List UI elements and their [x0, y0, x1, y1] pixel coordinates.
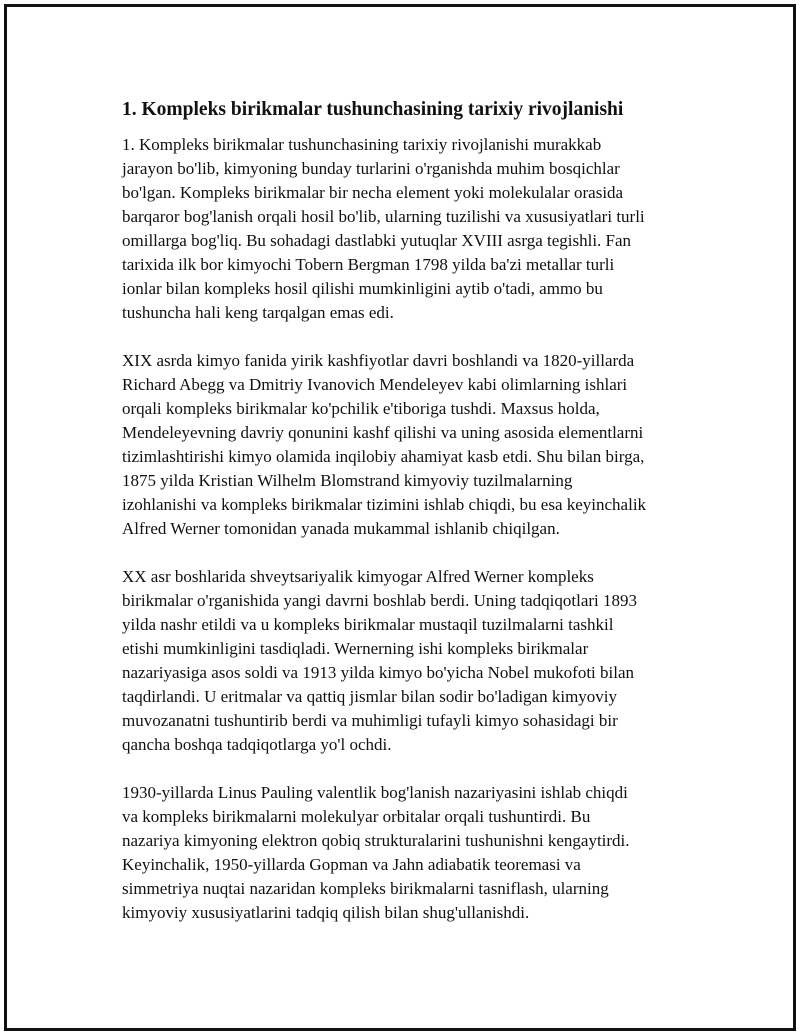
text-line: omillarga bog'liq. Bu sohadagi dastlabki yutuqlar XVIII asrga tegishli. Fan — [122, 231, 632, 250]
text-line: qancha boshqa tadqiqotlarga yo'l ochdi. — [122, 735, 392, 754]
text-line: nazariyasiga asos soldi va 1913 yilda kimyo bo'yicha Nobel mukofoti bilan — [122, 663, 635, 682]
text-line: taqdirlandi. U eritmalar va qattiq jismlar bilan sodir bo'ladigan kimyoviy — [122, 687, 618, 706]
text-line: Keyinchalik, 1950-yillarda Gopman va Jahn adiabatik teoremasi va — [122, 855, 581, 874]
paragraph-2 — [122, 349, 697, 541]
text-line: izohlanishi va kompleks birikmalar tizimini ishlab chiqdi, bu esa keyinchalik — [122, 495, 647, 514]
text-line: va kompleks birikmalarni molekulyar orbitalar orqali tushuntirdi. Bu — [122, 807, 591, 826]
text-line: bo'lgan. Kompleks birikmalar bir necha element yoki molekulalar orasida — [122, 183, 624, 202]
text-line: birikmalar o'rganishida yangi davrni boshlab berdi. Uning tadqiqotlari 1893 — [122, 591, 638, 610]
paragraph-1 — [122, 133, 697, 325]
text-line: muvozanatni tushuntirib berdi va muhimligi tufayli kimyo sohasidagi bir — [122, 711, 618, 730]
text-line: 1930-yillarda Linus Pauling valentlik bog'lanish nazariyasini ishlab chiqdi — [122, 783, 628, 802]
text-line: tizimlashtirishi kimyo olamida inqilobiy ahamiyat kasb etdi. Shu bilan birga, — [122, 447, 645, 466]
text-line: Richard Abegg va Dmitriy Ivanovich Mendeleyev kabi olimlarning ishlari — [122, 375, 628, 394]
paragraphs-container — [122, 133, 697, 925]
section-heading: 1. Kompleks birikmalar tushunchasining tarixiy rivojlanishi — [122, 99, 624, 120]
text-line: nazariya kimyoning elektron qobiq strukturalarini tushunishni kengaytirdi. — [122, 831, 630, 850]
text-line: simmetriya nuqtai nazaridan kompleks birikmalarni tasniflash, ularning — [122, 879, 609, 898]
text-line: tushuncha hali keng tarqalgan emas edi. — [122, 303, 394, 322]
text-line: 1. Kompleks birikmalar tushunchasining tarixiy rivojlanishi murakkab — [122, 135, 602, 154]
text-line: barqaror bog'lanish orqali hosil bo'lib, ularning tuzilishi va xususiyatlari turli — [122, 207, 645, 226]
text-line: Alfred Werner tomonidan yanada mukammal ishlanib chiqilgan. — [122, 519, 560, 538]
text-line: kimyoviy xususiyatlarini tadqiq qilish bilan shug'ullanishdi. — [122, 903, 530, 922]
text-line: etishi mumkinligini tasdiqladi. Wernerning ishi kompleks birikmalar — [122, 639, 589, 658]
text-line: Mendeleyevning davriy qonunini kashf qilishi va uning asosida elementlarni — [122, 423, 644, 442]
text-line: XIX asrda kimyo fanida yirik kashfiyotlar davri boshlandi va 1820-yillarda — [122, 351, 635, 370]
text-line: 1875 yilda Kristian Wilhelm Blomstrand kimyoviy tuzilmalarning — [122, 471, 573, 490]
paragraph-4 — [122, 781, 697, 925]
text-line: orqali kompleks birikmalar ko'pchilik e'tiboriga tushdi. Maxsus holda, — [122, 399, 600, 418]
text-line: yilda nashr etildi va u kompleks birikmalar mustaqil tuzilmalarni tashkil — [122, 615, 614, 634]
text-line: XX asr boshlarida shveytsariyalik kimyogar Alfred Werner kompleks — [122, 567, 594, 586]
page-border-frame — [4, 4, 796, 1031]
text-line: jarayon bo'lib, kimyoning bunday turlarini o'rganishda muhim bosqichlar — [122, 159, 620, 178]
text-line: ionlar bilan kompleks hosil qilishi mumkinligini aytib o'tadi, ammo bu — [122, 279, 603, 298]
paragraph-3 — [122, 565, 697, 757]
text-line: tarixida ilk bor kimyochi Tobern Bergman 1798 yilda ba'zi metallar turli — [122, 255, 615, 274]
document-body — [122, 97, 697, 949]
